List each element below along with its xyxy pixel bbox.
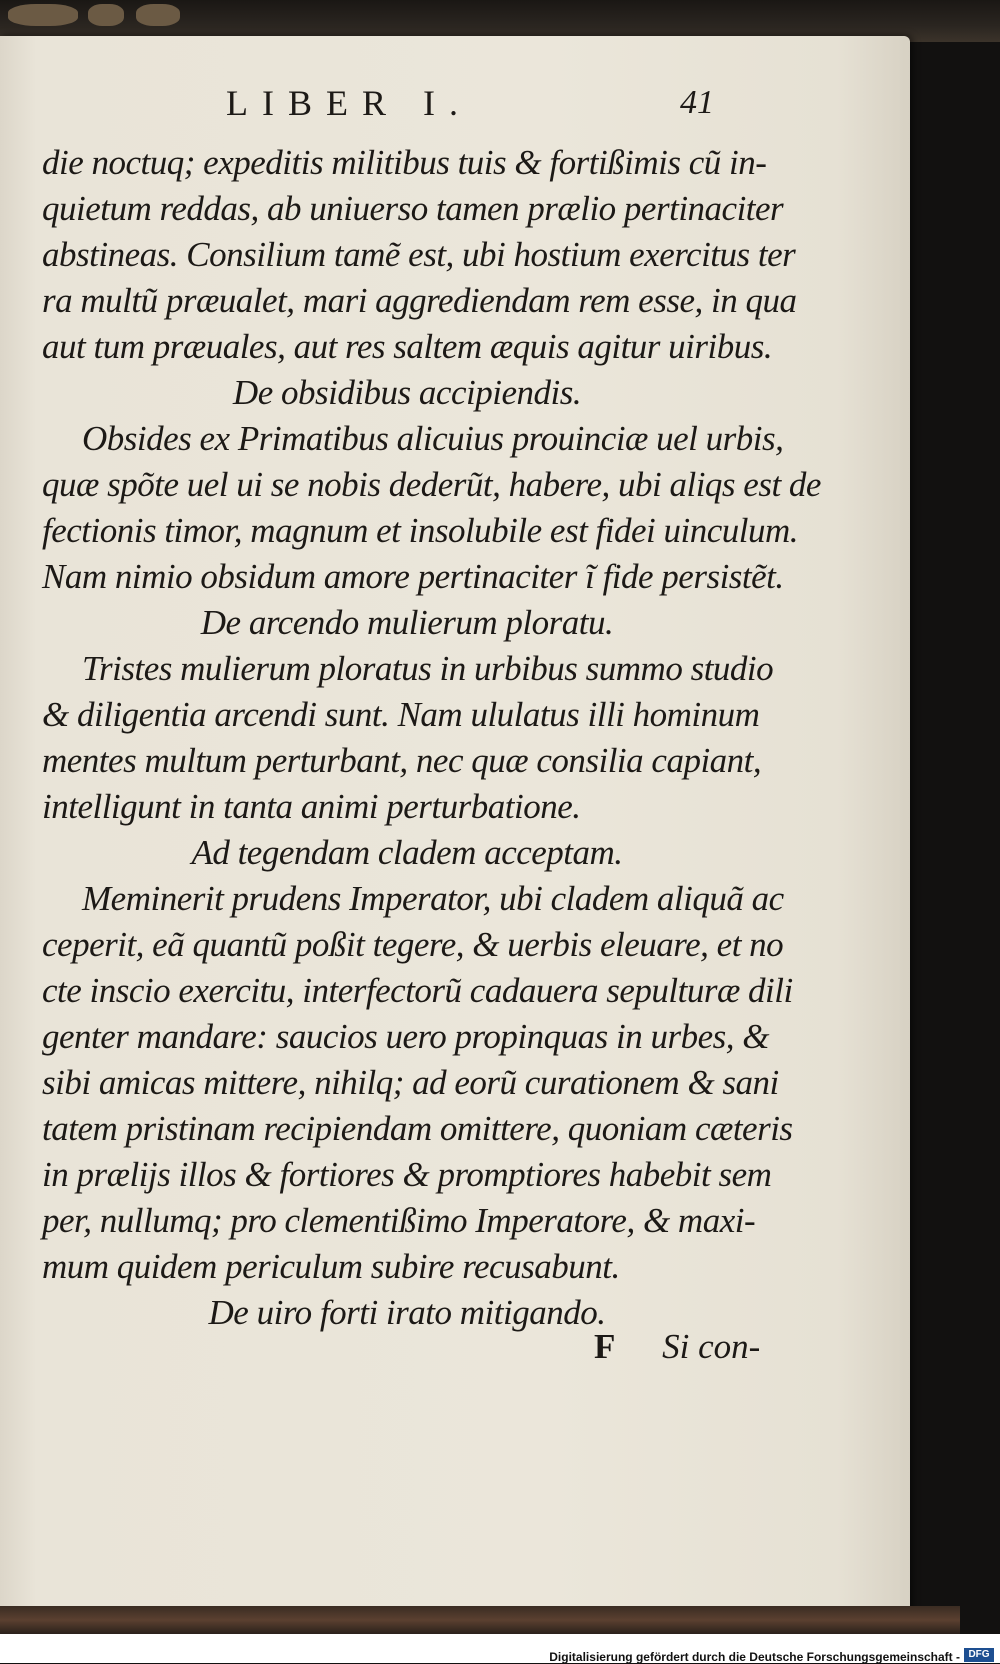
- section-heading: De uiro forti irato mitigando.: [208, 1293, 606, 1332]
- catchline: [594, 1327, 760, 1367]
- text-line: die noctuq; expeditis militibus tuis & fortißimis cũ in-: [42, 143, 767, 182]
- binding-stain: [8, 4, 78, 26]
- text-line: tatem pristinam recipiendam omittere, quoniam cæteris: [42, 1109, 793, 1148]
- text-line: ceperit, eã quantũ poßit tegere, & uerbis eleuare, et no: [42, 925, 784, 964]
- text-line: quietum reddas, ab uniuerso tamen prælio pertinaciter: [42, 189, 784, 228]
- signature-mark: F: [594, 1327, 616, 1366]
- text-line: mum quidem periculum subire recusabunt.: [42, 1247, 620, 1286]
- text-line: & diligentia arcendi sunt. Nam ululatus illi hominum: [42, 695, 760, 734]
- text-line: abstineas. Consilium tamẽ est, ubi hostium exercitus ter: [42, 235, 796, 274]
- text-line: aut tum præuales, aut res saltem æquis agitur uiribus.: [42, 327, 773, 366]
- text-line: mentes multum perturbant, nec quæ consilia capiant,: [42, 741, 762, 780]
- text-line: genter mandare: saucios uero propinquas in urbes, &: [42, 1017, 769, 1056]
- text-line: sibi amicas mittere, nihilq; ad eorũ curationem & sani: [42, 1063, 779, 1102]
- page-number: 41: [680, 84, 714, 121]
- text-line: intelligunt in tanta animi perturbatione.: [42, 787, 581, 826]
- text-line: fectionis timor, magnum et insolubile est fidei uinculum.: [42, 511, 799, 550]
- binding-stain: [88, 4, 124, 26]
- running-head: LIBER I.: [226, 83, 472, 123]
- text-line: in prælijs illos & fortiores & promptiores habebit sem: [42, 1155, 772, 1194]
- catchword: Si con-: [662, 1327, 761, 1366]
- text-line: Tristes mulierum ploratus in urbibus summo studio: [82, 649, 774, 688]
- text-line: Nam nimio obsidum amore pertinaciter ĩ fide persistẽt.: [42, 557, 784, 596]
- text-line: Meminerit prudens Imperator, ubi cladem aliquã ac: [82, 879, 784, 918]
- section-heading: De obsidibus accipiendis.: [232, 373, 582, 412]
- text-line: ra multũ præualet, mari aggrediendam rem esse, in qua: [42, 281, 797, 320]
- section-heading: Ad tegendam cladem acceptam.: [191, 833, 623, 872]
- text-line: cte inscio exercitu, interfectorũ cadauera sepulturæ dili: [42, 971, 793, 1010]
- text-block: [42, 140, 821, 1336]
- text-line: quæ spõte uel ui se nobis dederũt, habere, ubi aliqs est de: [42, 465, 821, 504]
- text-line: Obsides ex Primatibus alicuius prouinciæ uel urbis,: [82, 419, 784, 458]
- text-line: per, nullumq; pro clementißimo Imperatore, & maxi-: [42, 1201, 756, 1240]
- digitization-credit: Digitalisierung gefördert durch die Deutsche Forschungsgemeinschaft -: [549, 1650, 960, 1664]
- bottom-page-edge: [0, 1606, 960, 1634]
- dfg-logo: DFG: [964, 1648, 994, 1662]
- section-heading: De arcendo mulierum ploratu.: [200, 603, 614, 642]
- binding-stain: [136, 4, 180, 26]
